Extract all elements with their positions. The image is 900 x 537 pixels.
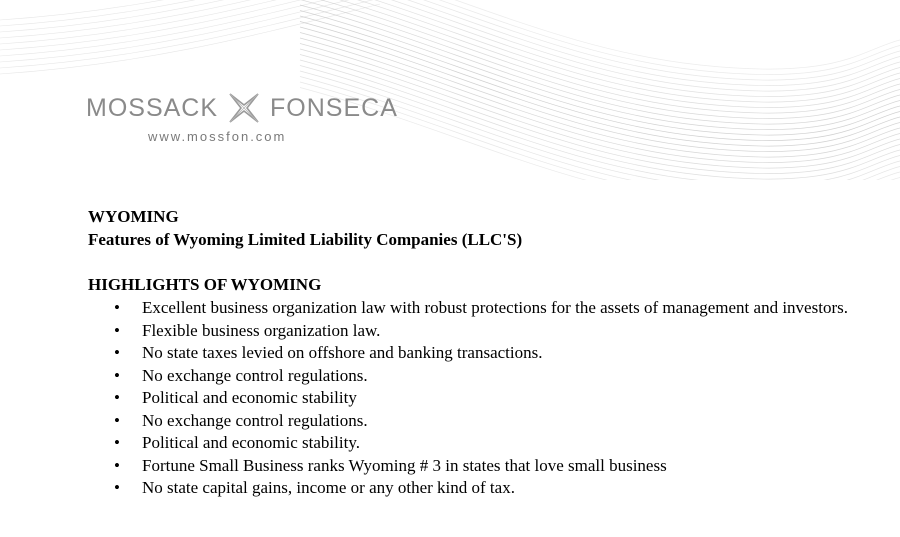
wave-line [300, 0, 900, 102]
highlights-title: HIGHLIGHTS OF WYOMING [88, 275, 322, 294]
document-subtitle: Features of Wyoming Limited Liability Companies (LLC'S) [88, 230, 523, 249]
state-title: WYOMING [88, 207, 179, 226]
list-item-text: No exchange control regulations. [142, 365, 368, 385]
list-item [88, 387, 854, 410]
bullet-icon: • [114, 343, 120, 362]
list-item-text: Excellent business organization law with robust protections for the assets of management and investors. [142, 298, 848, 317]
bullet-icon: • [114, 478, 120, 497]
list-item [88, 342, 854, 365]
brand-name-right: FONSECA [270, 93, 398, 122]
list-item [88, 297, 854, 320]
brand-name-left: MOSSACK [86, 93, 219, 122]
list-item [88, 432, 854, 455]
list-item-text: Fortune Small Business ranks Wyoming # 3 in states that love small business [142, 455, 667, 475]
bullet-icon: • [114, 320, 120, 340]
highlights-list [88, 297, 854, 500]
list-item-text: Political and economic stability [142, 388, 357, 407]
list-item [88, 477, 854, 500]
list-item [88, 455, 854, 478]
bullet-icon: • [114, 433, 120, 452]
wave-line [0, 0, 380, 68]
list-item-text: Flexible business organization law. [142, 320, 381, 340]
bullet-icon: • [114, 388, 120, 407]
list-item-text: No state taxes levied on offshore and banking transactions. [142, 343, 543, 362]
list-item [88, 320, 854, 343]
website-url: www.mossfon.com [148, 129, 287, 144]
wave-line [0, 0, 380, 32]
wave-line [300, 27, 900, 146]
wave-line [300, 0, 900, 75]
bullet-icon: • [114, 455, 120, 475]
bullet-icon: • [114, 298, 120, 317]
list-item [88, 410, 854, 433]
bullet-icon: • [114, 410, 120, 430]
company-logo [86, 90, 398, 126]
list-item-text: No state capital gains, income or any other kind of tax. [142, 478, 515, 497]
list-item-text: No exchange control regulations. [142, 410, 368, 430]
wave-line [300, 0, 900, 86]
list-item [88, 365, 854, 388]
wave-line [300, 0, 900, 91]
crossed-blades-icon [226, 90, 262, 126]
list-item-text: Political and economic stability. [142, 433, 360, 452]
bullet-icon: • [114, 365, 120, 385]
